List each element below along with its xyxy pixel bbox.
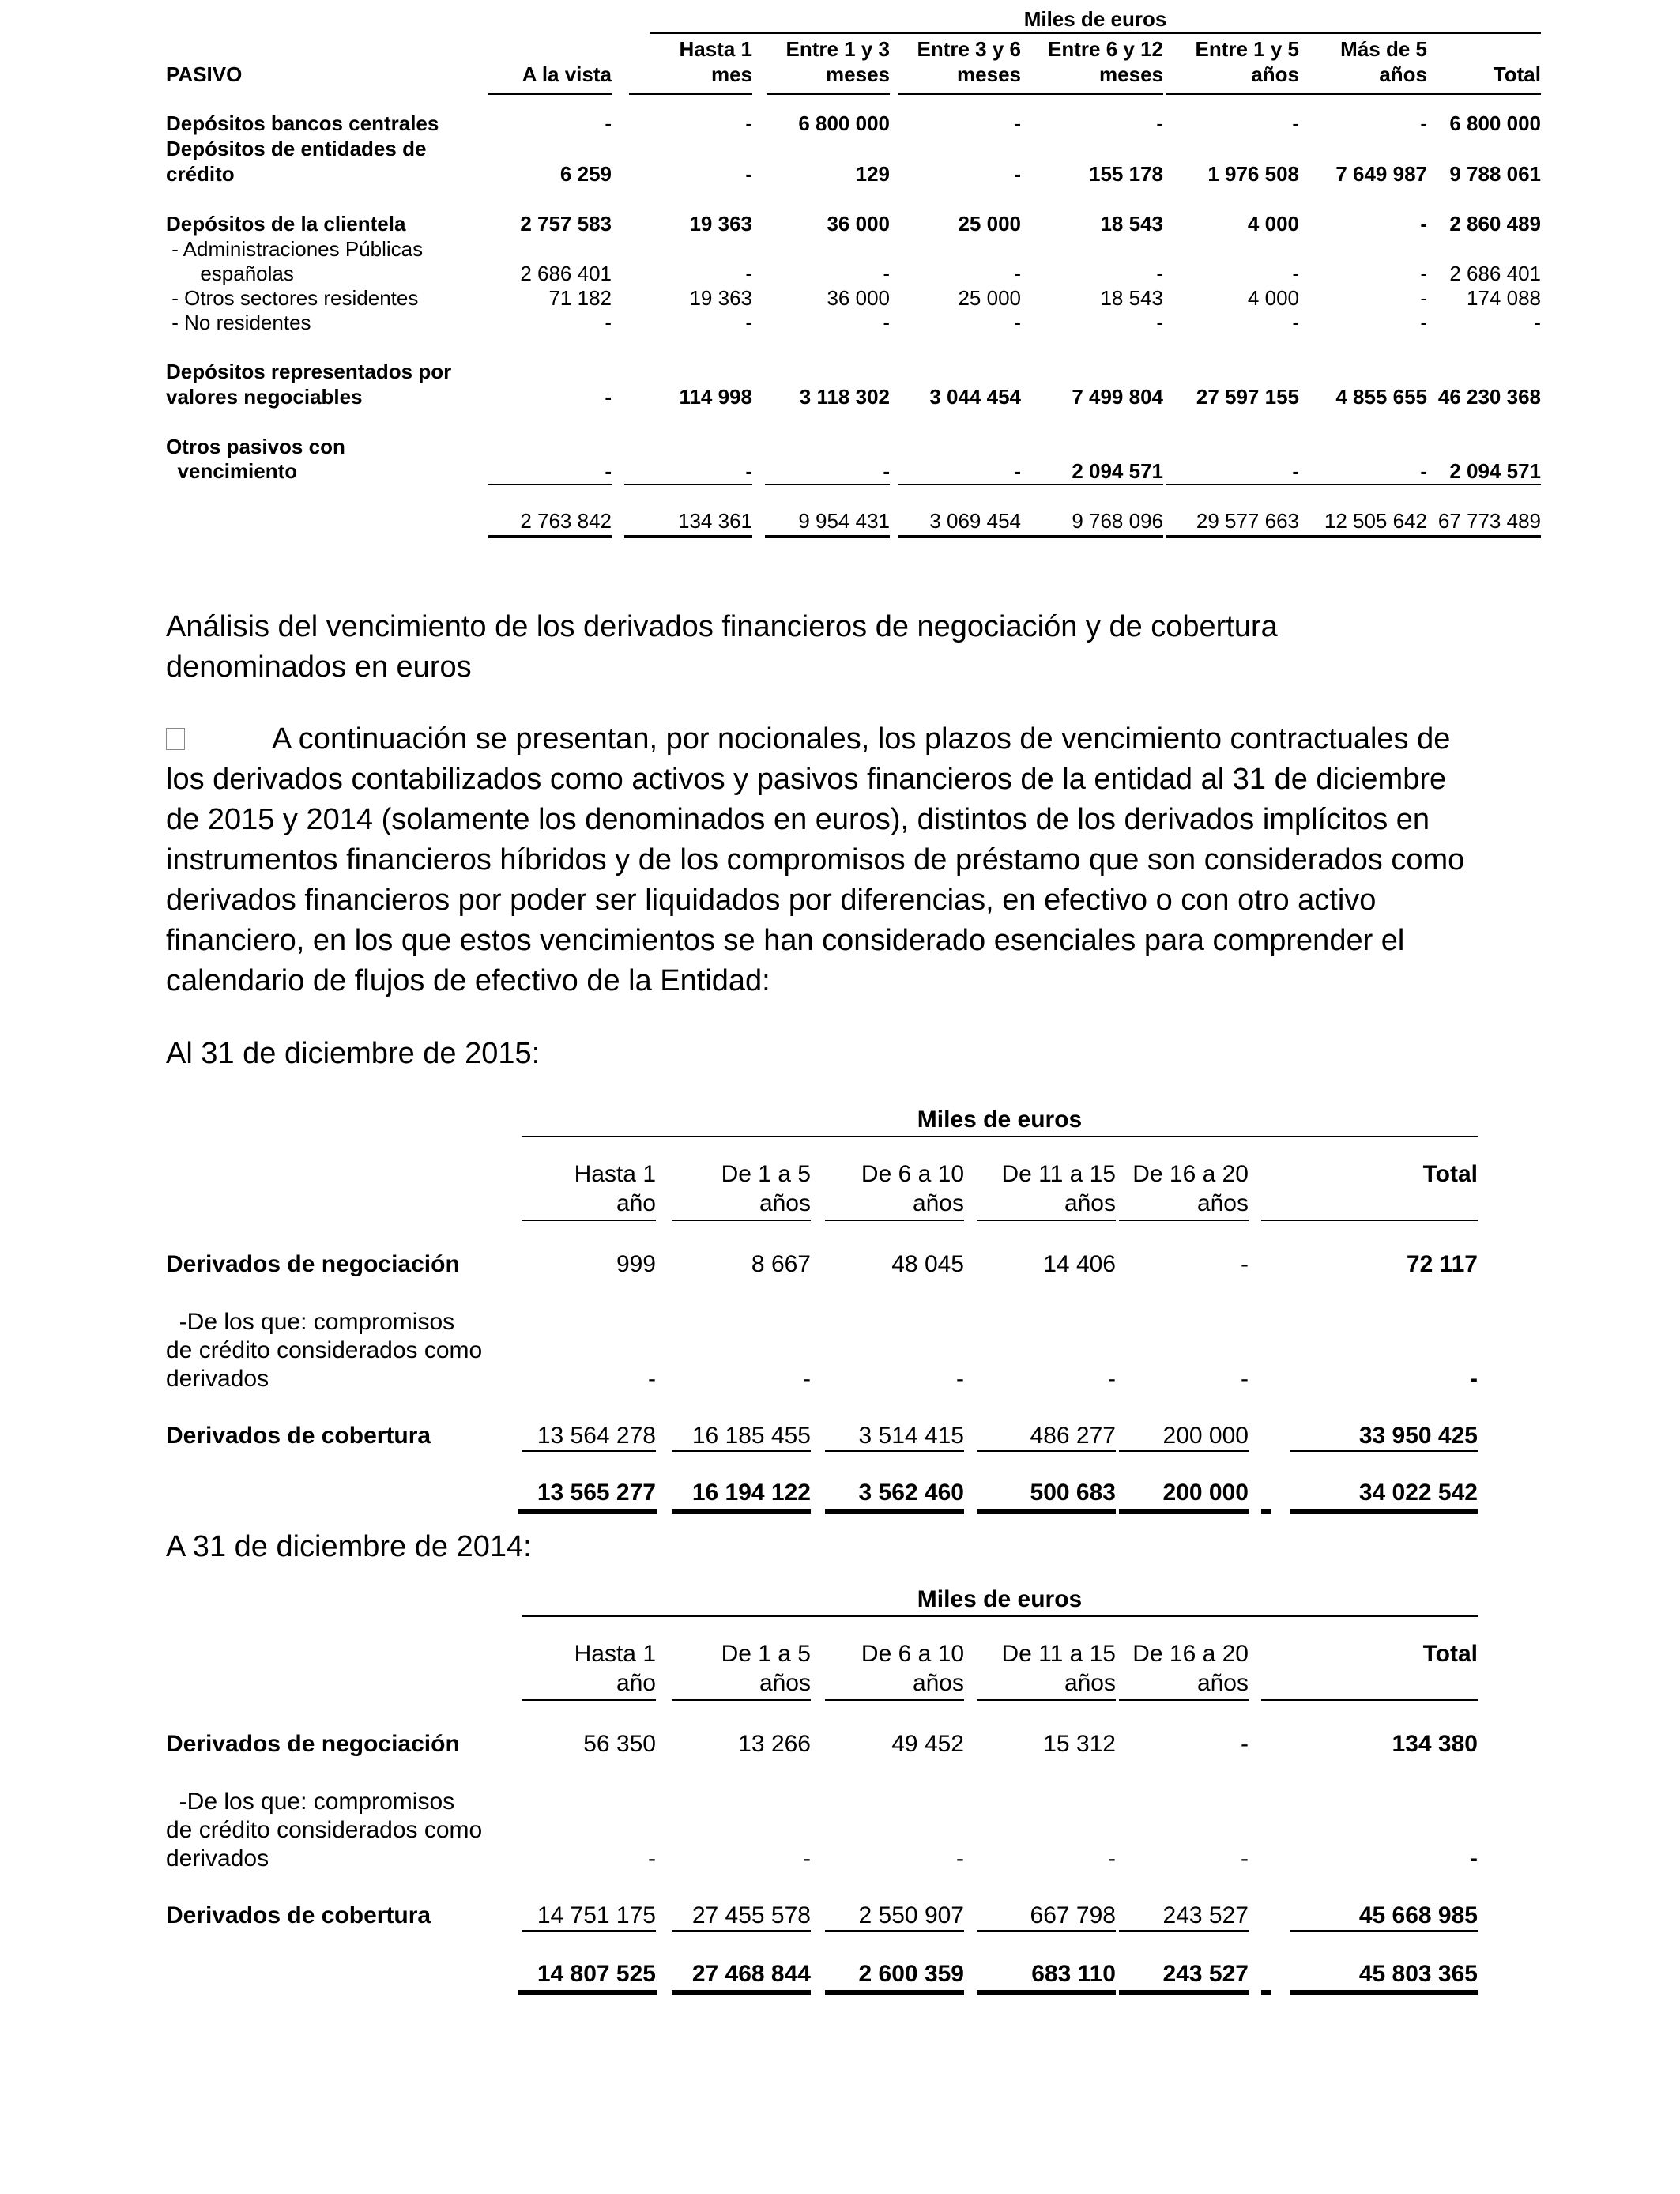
- row-label-compromisos: de crédito considerados como: [166, 1817, 483, 1843]
- total-double-underline: [518, 1509, 657, 1514]
- cell: 27 455 578: [672, 1902, 811, 1932]
- cell-total: 45 668 985: [1290, 1902, 1478, 1932]
- col-header-de-1-a-5: De 1 a 5 años: [672, 1159, 811, 1221]
- cell-total: -: [1470, 1845, 1478, 1872]
- table-row: crédito 6 259 - 129 - 155 178 1 976 508 7 649 987 9 788 061: [166, 162, 1541, 186]
- cell-grand-total: 200 000: [1162, 1480, 1249, 1506]
- col-header-hasta-1-mes: Hasta 1 mes: [629, 36, 752, 95]
- col-header-mas-de-5: Más de 5 años: [1294, 36, 1427, 95]
- total-double-underline: [825, 1509, 964, 1514]
- derivatives-2015-table: [166, 1106, 1478, 1548]
- row-label-compromisos: derivados: [166, 1366, 269, 1392]
- table-row-label-line: Depósitos representados por: [166, 360, 452, 383]
- checkbox-icon: [166, 728, 185, 750]
- total-double-underline: [672, 1509, 811, 1514]
- derivatives-2014-table: [166, 1585, 1478, 2028]
- caption-2015: Al 31 de diciembre de 2015:: [166, 1037, 541, 1070]
- units-header: Miles de euros: [917, 1106, 1083, 1133]
- cell-grand-total: 683 110: [1031, 1961, 1116, 1987]
- cell: -: [1241, 1251, 1249, 1277]
- col-header-total: Total: [1421, 36, 1541, 95]
- total-double-underline: [1421, 535, 1541, 541]
- cell: 999: [616, 1251, 656, 1277]
- units-header-rule: [522, 1615, 1478, 1617]
- total-double-underline: [977, 1990, 1116, 1995]
- row-label-cobertura: Derivados de cobertura: [166, 1902, 431, 1928]
- table-row: vencimiento - - - - 2 094 571 - - 2 094 571: [166, 458, 1541, 484]
- intro-paragraph: A continuación se presentan, por nocionales, los plazos de vencimiento contractuales de los derivados contabilizados como activos y pasivos financieros de la entidad al 31 de diciembre de 2015 y 2014 (solamente los denominados en euros), distintos de los derivados implícitos en instrumentos financieros híbridos y de los compromisos de préstamo que son considerados como derivados financieros por poder ser liquidados por diferencias, en efectivo o con otro activo financiero, en los que estos vencimientos se han considerado esenciales para comprender el calendario de flujos de efectivo de la Entidad:: [166, 722, 1465, 997]
- cell: 13 266: [738, 1731, 811, 1757]
- total-double-underline: [765, 535, 890, 541]
- units-header: Miles de euros: [917, 1586, 1083, 1612]
- col-header-hasta-1-ano: Hasta 1 año: [522, 1639, 656, 1701]
- table-row: valores negociables - 114 998 3 118 302 3 044 454 7 499 804 27 597 155 4 855 655 46 230 368: [166, 385, 1541, 409]
- table-row-label-line: - Administraciones Públicas: [166, 237, 424, 261]
- total-dash-mark: [1261, 1990, 1271, 1995]
- col-header-de-16-a-20: De 16 a 20 años: [1119, 1639, 1249, 1701]
- cell: -: [803, 1845, 811, 1872]
- cell-total: 33 950 425: [1290, 1422, 1478, 1452]
- cell-grand-total: 13 565 277: [537, 1480, 656, 1506]
- cell: -: [1241, 1731, 1249, 1757]
- table-row: Depósitos de la clientela 2 757 583 19 363 36 000 25 000 18 543 4 000 - 2 860 489: [166, 212, 1541, 236]
- cell: 14 406: [1043, 1251, 1116, 1277]
- col-header-a-la-vista: A la vista: [488, 36, 612, 95]
- cell: -: [956, 1845, 964, 1872]
- table-row-label-line: Otros pasivos con: [166, 435, 345, 458]
- table-row-label-line: Depósitos de entidades de: [166, 137, 427, 160]
- units-header: Miles de euros: [1023, 7, 1167, 31]
- cell: 14 751 175: [522, 1902, 656, 1932]
- cell: 2 550 907: [825, 1902, 964, 1932]
- units-header-rule: [522, 1136, 1478, 1137]
- total-double-underline: [1294, 535, 1427, 541]
- cell-total: 134 380: [1392, 1731, 1478, 1757]
- cell: 243 527: [1119, 1902, 1249, 1932]
- cell: 8 667: [751, 1251, 811, 1277]
- cell-grand-total: 3 562 460: [858, 1480, 964, 1506]
- total-double-underline: [1008, 535, 1163, 541]
- cell: -: [648, 1366, 656, 1392]
- cell: 56 350: [583, 1731, 656, 1757]
- total-double-underline: [825, 1990, 964, 1995]
- cell-grand-total: 27 468 844: [691, 1961, 811, 1987]
- cell-grand-total: 16 194 122: [691, 1480, 811, 1506]
- cell: 667 798: [977, 1902, 1116, 1932]
- col-header-de-6-a-10: De 6 a 10 años: [825, 1639, 964, 1701]
- cell-grand-total: 500 683: [1030, 1480, 1116, 1506]
- table-row: españolas 2 686 401 - - - - - - 2 686 401: [166, 262, 1541, 285]
- col-header-de-6-a-10: De 6 a 10 años: [825, 1159, 964, 1221]
- caption-2014: A 31 de diciembre de 2014:: [166, 1530, 532, 1563]
- cell-grand-total: 243 527: [1162, 1961, 1249, 1987]
- col-header-entre-1-y-5: Entre 1 y 5 años: [1166, 36, 1299, 95]
- cell-grand-total: 34 022 542: [1358, 1480, 1478, 1506]
- cell-grand-total: 45 803 365: [1358, 1961, 1478, 1987]
- table-row: - Otros sectores residentes 71 182 19 363 36 000 25 000 18 543 4 000 - 174 088: [166, 286, 1541, 310]
- cell-grand-total: 2 600 359: [858, 1961, 964, 1987]
- cell: 15 312: [1043, 1731, 1116, 1757]
- total-dash-mark: [1261, 1509, 1271, 1514]
- col-header-de-11-a-15: De 11 a 15 años: [977, 1159, 1116, 1221]
- total-double-underline: [898, 535, 1021, 541]
- total-double-underline: [518, 1990, 657, 1995]
- total-double-underline: [1166, 535, 1299, 541]
- col-header-total: Total: [1261, 1639, 1478, 1701]
- row-label-compromisos: derivados: [166, 1845, 269, 1872]
- cell: 16 185 455: [672, 1422, 811, 1452]
- cell: -: [648, 1845, 656, 1872]
- cell: 486 277: [977, 1422, 1116, 1452]
- col-header-de-16-a-20: De 16 a 20 años: [1119, 1159, 1249, 1221]
- cell: -: [1108, 1366, 1116, 1392]
- cell: -: [1241, 1845, 1249, 1872]
- total-double-underline: [624, 535, 752, 541]
- row-label-negociacion: Derivados de negociación: [166, 1731, 460, 1757]
- row-label-compromisos: -De los que: compromisos: [166, 1309, 455, 1335]
- cell-grand-total: 14 807 525: [537, 1961, 656, 1987]
- section-heading: Análisis del vencimiento de los derivados financieros de negociación y de cobertura denominados en euros: [166, 610, 1278, 684]
- cell: 49 452: [891, 1731, 964, 1757]
- total-double-underline: [1119, 1990, 1249, 1995]
- cell-total: 72 117: [1406, 1251, 1478, 1277]
- col-header-de-1-a-5: De 1 a 5 años: [672, 1639, 811, 1701]
- table-row: - No residentes - - - - - - - -: [166, 311, 1541, 334]
- units-header-rule: [650, 32, 1541, 34]
- cell: -: [956, 1366, 964, 1392]
- col-header-hasta-1-ano: Hasta 1 año: [522, 1159, 656, 1221]
- col-header-entre-1-y-3: Entre 1 y 3 meses: [767, 36, 890, 95]
- row-label-cobertura: Derivados de cobertura: [166, 1423, 431, 1449]
- cell: -: [1108, 1845, 1116, 1872]
- col-header-entre-6-y-12: Entre 6 y 12 meses: [1008, 36, 1163, 95]
- total-double-underline: [1290, 1990, 1478, 1995]
- cell: 13 564 278: [522, 1422, 656, 1452]
- total-double-underline: [488, 535, 612, 541]
- total-double-underline: [977, 1509, 1116, 1514]
- total-double-underline: [1290, 1509, 1478, 1514]
- total-double-underline: [672, 1990, 811, 1995]
- cell-total: -: [1470, 1366, 1478, 1392]
- col-header-total: Total: [1261, 1159, 1478, 1221]
- row-label-negociacion: Derivados de negociación: [166, 1251, 460, 1277]
- row-label-compromisos: de crédito considerados como: [166, 1337, 483, 1363]
- table-totals-row: 2 763 842 134 361 9 954 431 3 069 454 9 768 096 29 577 663 12 505 642 67 773 489: [520, 509, 1541, 533]
- col-header-entre-3-y-6: Entre 3 y 6 meses: [898, 36, 1021, 95]
- table-row: Depósitos bancos centrales - - 6 800 000 - - - - 6 800 000: [166, 111, 1541, 135]
- col-header-de-11-a-15: De 11 a 15 años: [977, 1639, 1116, 1701]
- cell: -: [803, 1366, 811, 1392]
- cell: 200 000: [1119, 1422, 1249, 1452]
- cell: -: [1241, 1366, 1249, 1392]
- cell: 3 514 415: [825, 1422, 964, 1452]
- col-header-pasivo: PASIVO: [166, 62, 243, 86]
- total-double-underline: [1119, 1509, 1249, 1514]
- row-label-compromisos: -De los que: compromisos: [166, 1789, 455, 1815]
- cell: 48 045: [891, 1251, 964, 1277]
